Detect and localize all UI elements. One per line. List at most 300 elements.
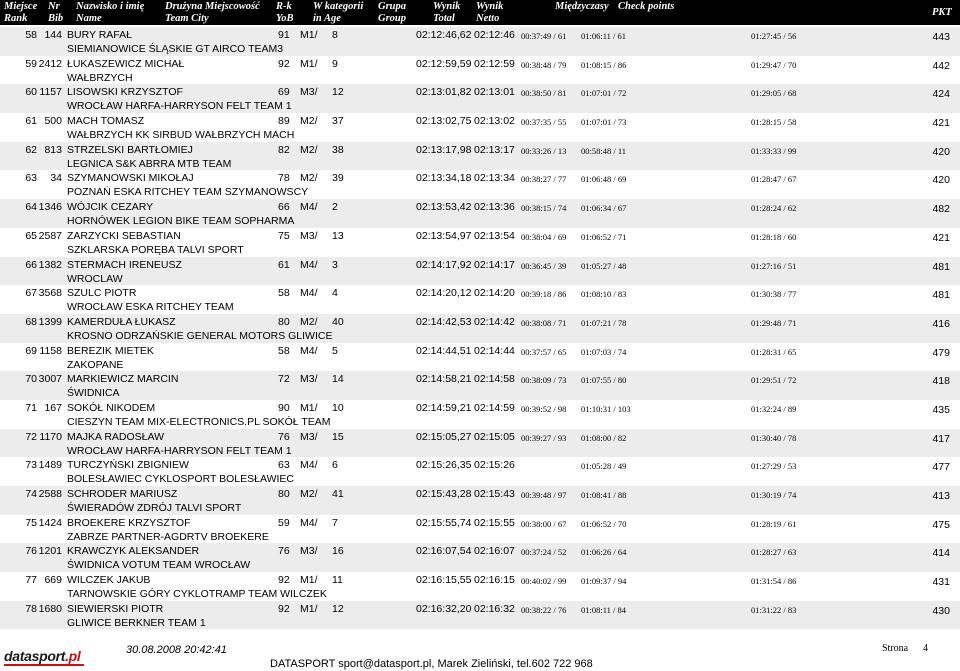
total-time-cell: 02:13:17,98 <box>416 143 472 156</box>
team-header: Drużyna Miejscowość <box>165 1 260 12</box>
group-cell: M4/ <box>300 258 318 271</box>
yob-cell: 72 <box>278 373 290 386</box>
total-time-cell: 02:13:01,82 <box>416 86 472 99</box>
checkpoint-3-cell: 01:28:18 / 60 <box>751 231 797 242</box>
table-row <box>0 314 960 343</box>
name-cell: SIEWIERSKI PIOTR <box>67 602 164 615</box>
team-cell: ZABRZE PARTNER-AGDRTV BROEKERE <box>67 530 269 543</box>
checkpoint-3-cell: 01:30:38 / 77 <box>751 289 797 300</box>
name-cell: MACH TOMASZ <box>67 115 145 128</box>
category-rank-cell: 12 <box>332 602 344 615</box>
checkpoint-1-cell: 00:39:48 / 97 <box>521 490 567 500</box>
team-cell: SIEMIANOWICE ŚLĄSKIE GT AIRCO TEAM3 <box>67 43 284 55</box>
netto-header: Wynik <box>476 1 504 12</box>
name-cell: ZARZYCKI SEBASTIAN <box>67 229 181 242</box>
group-cell: M2/ <box>300 115 318 128</box>
yob-cell: 92 <box>278 57 290 70</box>
team-cell: WAŁBRZYCH KK SIRBUD WAŁBRZYCH MACH <box>67 129 295 142</box>
checkpoint-3-cell: 01:31:54 / 86 <box>751 576 797 587</box>
category-rank-cell: 10 <box>332 401 344 414</box>
yob-cell: 63 <box>278 459 290 472</box>
category-rank-cell: 14 <box>332 373 344 386</box>
name-cell: STRZELSKI BARTŁOMIEJ <box>67 143 193 156</box>
checkpoint-1-cell: 00:38:50 / 81 <box>521 88 567 99</box>
checkpoint-1-cell: 00:39:27 / 93 <box>521 432 567 443</box>
name-cell: MAJKA RADOSŁAW <box>67 430 165 443</box>
bib-cell: 3007 <box>38 373 62 386</box>
checkpoint-3-cell: 01:27:29 / 53 <box>751 461 797 472</box>
page-footer <box>0 640 960 671</box>
group-cell: M4/ <box>300 516 318 529</box>
name-cell: SOKÓŁ NIKODEM <box>67 401 156 414</box>
yob-cell: 76 <box>278 545 290 558</box>
category-header: W kategorii <box>313 1 364 12</box>
points-cell: 417 <box>932 432 950 445</box>
table-row <box>0 343 960 372</box>
group-cell: M1/ <box>300 401 318 414</box>
group-cell: M1/ <box>300 57 318 70</box>
bib-cell: 1424 <box>38 516 62 529</box>
yob-cell: 82 <box>278 143 290 156</box>
group-header: Grupa <box>378 1 407 12</box>
checkpoint-2-cell: 01:06:48 / 69 <box>581 174 627 185</box>
table-row <box>0 457 960 486</box>
points-cell: 420 <box>932 174 950 187</box>
total-time-cell: 02:13:54,97 <box>416 229 472 242</box>
rank-cell: 76 <box>25 545 37 558</box>
total-time-cell: 02:15:55,74 <box>416 516 472 529</box>
points-cell: 475 <box>932 518 950 531</box>
category-rank-cell: 40 <box>332 315 344 328</box>
name-cell: BEREZIK MIETEK <box>67 344 154 357</box>
category-rank-cell: 37 <box>332 115 344 128</box>
yob-cell: 91 <box>278 29 290 41</box>
checkpoint-1-cell: 00:38:22 / 76 <box>521 604 567 615</box>
total-time-cell: 02:16:07,54 <box>416 545 472 558</box>
rank-cell: 70 <box>25 373 37 386</box>
yob-cell: 80 <box>278 488 290 500</box>
netto-time-cell: 02:16:32 <box>474 602 515 615</box>
table-row <box>0 429 960 458</box>
netto-time-cell: 02:15:43 <box>474 488 515 500</box>
total-header: Wynik <box>433 1 461 12</box>
name-cell: MARKIEWICZ MARCIN <box>67 373 179 386</box>
team-cell: WROCLAW <box>67 272 123 285</box>
checkpoint-1-cell: 00:40:02 / 99 <box>521 576 567 587</box>
bib-cell: 1680 <box>38 602 62 615</box>
rank-cell: 60 <box>25 86 37 99</box>
bib-cell: 1158 <box>39 344 62 357</box>
bib-cell: 1399 <box>38 315 62 328</box>
total-time-cell: 02:15:26,35 <box>416 459 472 472</box>
checkpoint-3-cell: 01:29:51 / 72 <box>751 375 797 386</box>
points-cell: 442 <box>932 59 950 72</box>
checkpoint-1-cell: 00:37:35 / 55 <box>521 117 567 128</box>
yob-cell: 69 <box>278 86 290 99</box>
yob-cell: 59 <box>278 516 290 529</box>
checkpoint-2-cell: 01:07:03 / 74 <box>581 346 627 357</box>
name-cell: SZULC PIOTR <box>67 287 137 300</box>
name-cell: BROEKERE KRZYSZTOF <box>67 516 191 529</box>
total-time-cell: 02:14:20,12 <box>416 287 472 300</box>
points-cell: 421 <box>932 231 950 244</box>
total-time-cell: 02:14:59,21 <box>416 401 472 414</box>
category-rank-cell: 6 <box>332 459 338 472</box>
netto-time-cell: 02:13:34 <box>474 172 515 185</box>
page-number: 4 <box>923 643 928 654</box>
name-cell: KAMERDUŁA ŁUKASZ <box>67 315 176 328</box>
team-cell: ŚWIERADÓW ZDRÓJ TALVI SPORT <box>67 502 242 514</box>
total-time-cell: 02:15:05,27 <box>416 430 472 443</box>
bib-cell: 813 <box>44 143 62 156</box>
checkpoint-1-cell: 00:38:00 / 67 <box>521 518 567 529</box>
contact-line: DATASPORT sport@datasport.pl, Marek Zieliński, tel.602 722 968 <box>270 658 593 670</box>
bib-cell: 144 <box>44 29 62 41</box>
checkpoint-2-cell: 01:09:37 / 94 <box>581 576 627 587</box>
team-cell: SZKLARSKA PORĘBA TALVI SPORT <box>67 243 244 256</box>
points-cell: 443 <box>932 31 950 43</box>
group-cell: M3/ <box>300 545 318 558</box>
points-header: PKT <box>932 7 952 18</box>
checkpoint-1-cell: 00:37:24 / 52 <box>521 547 567 558</box>
team-cell: WAŁBRZYCH <box>67 71 133 84</box>
yob-cell: 76 <box>278 430 290 443</box>
category-rank-cell: 5 <box>332 344 338 357</box>
name-cell: KRAWCZYK ALEKSANDER <box>67 545 200 558</box>
rank-cell: 59 <box>25 57 37 70</box>
checkpoint-1-cell: 00:38:08 / 71 <box>521 317 567 328</box>
rank-cell: 65 <box>25 229 37 242</box>
category-rank-cell: 8 <box>332 29 338 41</box>
team-cell: ZAKOPANE <box>67 358 124 371</box>
netto-time-cell: 02:13:54 <box>474 229 515 242</box>
bib-cell: 167 <box>44 401 62 414</box>
team-cell: LEGNICA S&K ABRRA MTB TEAM <box>67 157 232 170</box>
name-cell: LISOWSKI KRZYSZTOF <box>67 86 183 99</box>
bib-cell: 669 <box>44 574 62 587</box>
netto-time-cell: 02:12:46 <box>474 29 515 41</box>
points-cell: 479 <box>932 346 950 359</box>
bib-header-en: Bib <box>48 13 64 24</box>
rank-cell: 78 <box>25 602 37 615</box>
netto-time-cell: 02:13:02 <box>474 115 515 128</box>
checkpoint-2-cell: 01:06:34 / 67 <box>581 203 627 214</box>
rank-header-en: Rank <box>4 13 28 24</box>
points-cell: 482 <box>932 203 950 216</box>
points-cell: 418 <box>932 375 950 388</box>
yob-cell: 92 <box>278 574 290 587</box>
yob-header-en: YoB <box>276 13 294 24</box>
netto-header-en: Netto <box>476 13 500 24</box>
yob-cell: 58 <box>278 287 290 300</box>
checkpoint-1-cell: 00:37:57 / 65 <box>521 346 567 357</box>
name-cell: SZYMANOWSKI MIKOŁAJ <box>67 172 194 185</box>
category-rank-cell: 4 <box>332 287 338 300</box>
checkpoints-header: Check points <box>618 1 675 12</box>
rank-cell: 58 <box>25 29 37 41</box>
datasport-logo: datasport.pl <box>4 648 81 664</box>
bib-cell: 1489 <box>38 459 62 472</box>
total-time-cell: 02:15:43,28 <box>416 488 472 500</box>
table-header <box>0 0 960 25</box>
team-cell: GLIWICE BERKNER TEAM 1 <box>67 616 206 629</box>
group-cell: M3/ <box>300 86 318 99</box>
netto-time-cell: 02:14:17 <box>474 258 515 271</box>
group-cell: M2/ <box>300 315 318 328</box>
team-cell: WROCŁAW HARFA-HARRYSON FELT TEAM 1 <box>67 444 292 457</box>
rank-cell: 68 <box>25 315 37 328</box>
netto-time-cell: 02:12:59 <box>474 57 515 70</box>
checkpoint-3-cell: 01:27:16 / 51 <box>751 260 797 271</box>
name-cell: ŁUKASZEWICZ MICHAŁ <box>67 57 185 70</box>
checkpoint-1-cell: 00:36:45 / 39 <box>521 260 567 271</box>
yob-cell: 58 <box>278 344 290 357</box>
category-header-en: in Age <box>313 13 341 24</box>
points-cell: 435 <box>932 403 950 416</box>
group-cell: M3/ <box>300 373 318 386</box>
checkpoint-2-cell: 01:08:15 / 86 <box>581 59 627 70</box>
bib-cell: 2588 <box>38 488 62 500</box>
checkpoint-3-cell: 01:32:24 / 89 <box>751 403 797 414</box>
name-cell: BURY RAFAŁ <box>67 29 132 41</box>
yob-header: R-k <box>276 1 292 12</box>
team-header-en: Team City <box>165 13 209 24</box>
checkpoint-2-cell: 01:07:55 / 80 <box>581 375 627 386</box>
yob-cell: 66 <box>278 201 290 214</box>
checkpoint-1-cell: 00:38:15 / 74 <box>521 203 567 214</box>
netto-time-cell: 02:14:44 <box>474 344 515 357</box>
netto-time-cell: 02:15:05 <box>474 430 515 443</box>
netto-time-cell: 02:14:59 <box>474 401 515 414</box>
group-cell: M1/ <box>300 602 318 615</box>
group-cell: M4/ <box>300 344 318 357</box>
table-row <box>0 285 960 314</box>
checkpoint-2-cell: 01:07:01 / 73 <box>581 117 627 128</box>
yob-cell: 61 <box>278 258 290 271</box>
points-cell: 424 <box>932 88 950 101</box>
team-cell: WROCŁAW ESKA RITCHEY TEAM <box>67 301 234 314</box>
points-cell: 431 <box>932 576 950 589</box>
total-time-cell: 02:13:34,18 <box>416 172 472 185</box>
table-row <box>0 515 960 544</box>
category-rank-cell: 11 <box>332 574 343 587</box>
netto-time-cell: 02:14:58 <box>474 373 515 386</box>
bib-cell: 1170 <box>39 430 62 443</box>
category-rank-cell: 9 <box>332 57 338 70</box>
checkpoint-3-cell: 01:28:24 / 62 <box>751 203 797 214</box>
checkpoint-3-cell: 01:29:47 / 70 <box>751 59 797 70</box>
points-cell: 481 <box>932 260 950 273</box>
group-cell: M2/ <box>300 488 318 500</box>
bib-cell: 34 <box>50 172 62 185</box>
table-row <box>0 113 960 142</box>
points-cell: 414 <box>932 547 950 560</box>
category-rank-cell: 16 <box>332 545 344 558</box>
group-cell: M1/ <box>300 574 318 587</box>
bib-cell: 2412 <box>38 57 62 70</box>
netto-time-cell: 02:16:07 <box>474 545 515 558</box>
netto-time-cell: 02:13:17 <box>474 143 515 156</box>
category-rank-cell: 2 <box>332 201 338 214</box>
table-row <box>0 257 960 286</box>
yob-cell: 75 <box>278 229 290 242</box>
rank-cell: 72 <box>25 430 37 443</box>
team-cell: BOLESŁAWIEC CYKLOSPORT BOLESŁAWIEC <box>67 473 294 486</box>
checkpoint-3-cell: 01:29:05 / 68 <box>751 88 797 99</box>
rank-cell: 67 <box>25 287 37 300</box>
netto-time-cell: 02:14:20 <box>474 287 515 300</box>
category-rank-cell: 13 <box>332 229 344 242</box>
total-time-cell: 02:16:32,20 <box>416 602 472 615</box>
checkpoint-3-cell: 01:28:27 / 63 <box>751 547 797 558</box>
yob-cell: 90 <box>278 401 290 414</box>
group-cell: M2/ <box>300 172 318 185</box>
total-time-cell: 02:16:15,55 <box>416 574 472 587</box>
table-row <box>0 543 960 572</box>
checkpoint-2-cell: 01:08:00 / 82 <box>581 432 627 443</box>
rank-cell: 73 <box>25 459 37 472</box>
total-time-cell: 02:14:42,53 <box>416 315 472 328</box>
points-cell: 416 <box>932 317 950 330</box>
checkpoint-1-cell: 00:38:09 / 73 <box>521 375 567 386</box>
bib-cell: 2587 <box>38 229 62 242</box>
team-cell: WROCŁAW HARFA-HARRYSON FELT TEAM 1 <box>67 100 292 113</box>
team-cell: HORNÓWEK LEGION BIKE TEAM SOPHARMA <box>67 215 295 228</box>
category-rank-cell: 3 <box>332 258 338 271</box>
bib-cell: 1201 <box>38 545 62 558</box>
total-time-cell: 02:14:44,51 <box>416 344 472 357</box>
team-cell: POZNAŃ ESKA RITCHEY TEAM SZYMANOWSCY <box>67 186 309 199</box>
points-cell: 481 <box>932 289 950 302</box>
table-row <box>0 572 960 601</box>
yob-cell: 92 <box>278 602 290 615</box>
rank-cell: 69 <box>25 344 37 357</box>
checkpoint-1-cell: 00:38:48 / 79 <box>521 59 567 70</box>
checkpoint-2-cell: 01:08:10 / 83 <box>581 289 627 300</box>
points-cell: 421 <box>932 117 950 130</box>
rank-cell: 75 <box>25 516 37 529</box>
netto-time-cell: 02:16:15 <box>474 574 515 587</box>
checkpoint-2-cell: 01:08:11 / 84 <box>581 604 627 615</box>
netto-time-cell: 02:14:42 <box>474 315 515 328</box>
group-cell: M4/ <box>300 459 318 472</box>
results-table <box>0 27 960 629</box>
category-rank-cell: 7 <box>332 516 338 529</box>
table-row <box>0 486 960 515</box>
total-time-cell: 02:14:58,21 <box>416 373 472 386</box>
total-header-en: Total <box>433 13 455 24</box>
checkpoint-2-cell: 01:07:01 / 72 <box>581 88 627 99</box>
yob-cell: 80 <box>278 315 290 328</box>
checkpoint-3-cell: 01:29:48 / 71 <box>751 317 797 328</box>
category-rank-cell: 15 <box>332 430 344 443</box>
checkpoint-2-cell: 01:10:31 / 103 <box>581 403 631 414</box>
netto-time-cell: 02:13:36 <box>474 201 515 214</box>
team-cell: ŚWIDNICA VOTUM TEAM WROCŁAW <box>67 559 251 572</box>
name-cell: SCHRODER MARIUSZ <box>67 488 178 500</box>
table-row <box>0 371 960 400</box>
checkpoint-2-cell: 01:06:11 / 61 <box>581 31 627 41</box>
group-cell: M4/ <box>300 287 318 300</box>
rank-cell: 77 <box>25 574 37 587</box>
group-cell: M1/ <box>300 29 318 41</box>
group-cell: M3/ <box>300 229 318 242</box>
category-rank-cell: 39 <box>332 172 344 185</box>
points-cell: 420 <box>932 145 950 158</box>
name-header: Nazwisko i imię <box>76 1 145 12</box>
points-cell: 413 <box>932 490 950 502</box>
page-label: Strona <box>882 643 909 654</box>
checkpoint-1-cell: 00:38:04 / 69 <box>521 231 567 242</box>
group-cell: M2/ <box>300 143 318 156</box>
category-rank-cell: 38 <box>332 143 344 156</box>
bib-cell: 1346 <box>38 201 62 214</box>
rank-cell: 66 <box>25 258 37 271</box>
points-cell: 430 <box>932 604 950 617</box>
rank-header: Miejsce <box>4 1 38 12</box>
bib-cell: 500 <box>44 115 62 128</box>
checkpoint-1-cell: 00:39:52 / 98 <box>521 403 567 414</box>
table-row <box>0 199 960 228</box>
rank-cell: 63 <box>25 172 37 185</box>
rank-cell: 71 <box>25 401 37 414</box>
bib-cell: 1157 <box>39 86 62 99</box>
table-row <box>0 400 960 429</box>
category-rank-cell: 12 <box>332 86 344 99</box>
name-cell: WILCZEK JAKUB <box>67 574 151 587</box>
checkpoint-3-cell: 01:28:19 / 61 <box>751 518 797 529</box>
team-cell: ŚWIDNICA <box>67 387 120 400</box>
print-timestamp: 30.08.2008 20:42:41 <box>126 644 227 656</box>
name-header-en: Name <box>76 13 102 24</box>
bib-cell: 3568 <box>38 287 62 300</box>
group-header-en: Group <box>378 13 407 24</box>
checkpoint-2-cell: 01:05:27 / 48 <box>581 260 627 271</box>
bib-header: Nr <box>48 1 60 12</box>
netto-time-cell: 02:13:01 <box>474 86 515 99</box>
checkpoint-2-cell: 00:58:48 / 11 <box>581 145 627 156</box>
table-row <box>0 142 960 171</box>
name-cell: WÓJCIK CEZARY <box>67 201 154 214</box>
table-row <box>0 27 960 56</box>
bib-cell: 1382 <box>38 258 62 271</box>
netto-time-cell: 02:15:55 <box>474 516 515 529</box>
name-cell: STERMACH IRENEUSZ <box>67 258 182 271</box>
points-cell: 477 <box>932 461 950 474</box>
group-cell: M3/ <box>300 430 318 443</box>
total-time-cell: 02:13:02,75 <box>416 115 472 128</box>
checkpoint-1-cell: 00:39:18 / 86 <box>521 289 567 300</box>
yob-cell: 78 <box>278 172 290 185</box>
rank-cell: 74 <box>25 488 37 500</box>
table-row <box>0 228 960 257</box>
checkpoint-3-cell: 01:28:47 / 67 <box>751 174 797 185</box>
checkpoint-3-cell: 01:28:15 / 58 <box>751 117 797 128</box>
name-cell: TURCZYŃSKI ZBIGNIEW <box>67 459 189 472</box>
checkpoint-3-cell: 01:33:33 / 99 <box>751 145 797 156</box>
checkpoint-2-cell: 01:06:52 / 70 <box>581 518 627 529</box>
rank-cell: 61 <box>25 115 37 128</box>
checkpoint-1-cell: 00:37:49 / 61 <box>521 31 567 41</box>
total-time-cell: 02:14:17,92 <box>416 258 472 271</box>
checkpoint-2-cell: 01:07:21 / 78 <box>581 317 627 328</box>
checkpoint-3-cell: 01:28:31 / 65 <box>751 346 797 357</box>
checkpoint-1-cell: 00:38:27 / 77 <box>521 174 567 185</box>
table-row <box>0 170 960 199</box>
table-row <box>0 56 960 85</box>
checkpoint-1-cell: 00:33:26 / 13 <box>521 145 567 156</box>
checkpoint-2-cell: 01:06:52 / 71 <box>581 231 627 242</box>
